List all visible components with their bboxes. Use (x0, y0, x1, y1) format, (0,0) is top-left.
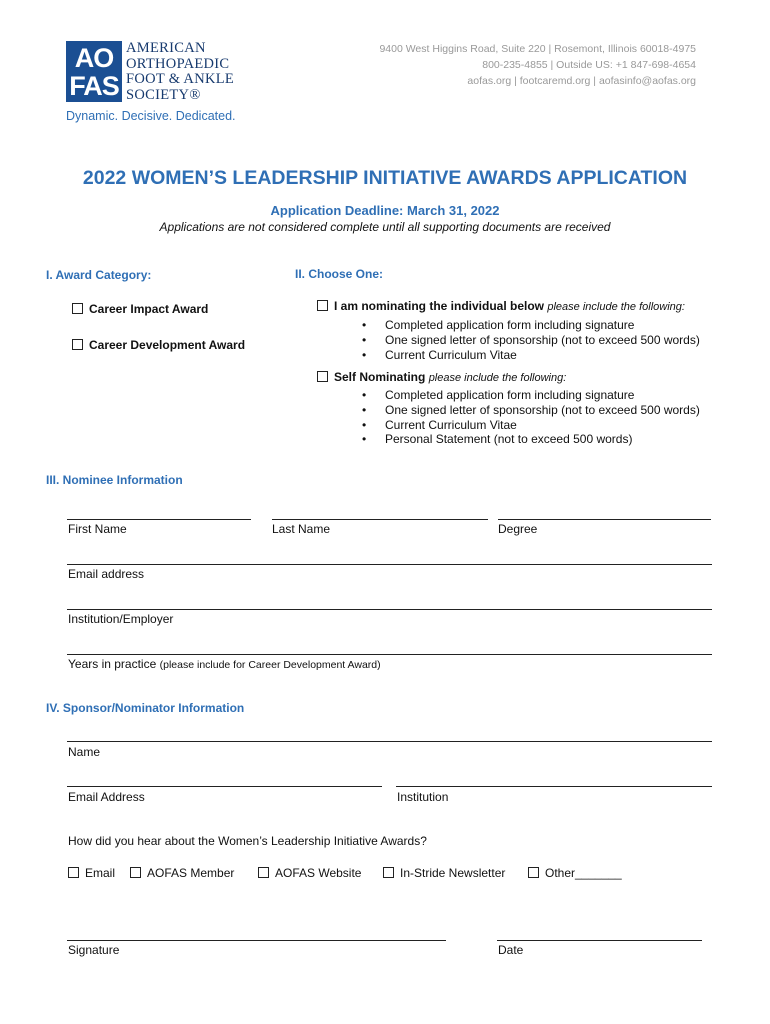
logo-letters-bottom: FAS (69, 71, 119, 101)
how-heard-question: How did you hear about the Women’s Leadership Initiative Awards? (68, 834, 427, 848)
deadline: Application Deadline: March 31, 2022 (270, 203, 500, 218)
list-item: • One signed letter of sponsorship (not to exceed 500 words) (385, 403, 700, 418)
sponsor-info-heading: IV. Sponsor/Nominator Information (46, 701, 245, 715)
sponsor-name-field[interactable] (67, 741, 712, 742)
sponsor-institution-label: Institution (397, 790, 449, 804)
source-aofas-website-option[interactable]: AOFAS Website (258, 866, 361, 880)
first-name-field[interactable] (67, 519, 251, 520)
checkbox[interactable] (383, 867, 394, 878)
tagline: Dynamic. Decisive. Dedicated. (66, 109, 236, 123)
checkbox[interactable] (72, 339, 83, 350)
nominating-requirements (385, 318, 700, 362)
career-development-option[interactable]: Career Development Award (72, 338, 245, 352)
nominating-option[interactable]: I am nominating the individual below please include the following: (317, 299, 685, 313)
source-newsletter-option[interactable]: In-Stride Newsletter (383, 866, 505, 880)
source-email-option[interactable]: Email (68, 866, 115, 880)
career-impact-option[interactable]: Career Impact Award (72, 302, 208, 316)
nominee-institution-field[interactable] (67, 609, 712, 610)
last-name-field[interactable] (272, 519, 488, 520)
degree-field[interactable] (498, 519, 711, 520)
sponsor-institution-field[interactable] (396, 786, 712, 787)
list-item: • One signed letter of sponsorship (not to exceed 500 words) (385, 333, 700, 348)
nominee-institution-label: Institution/Employer (68, 612, 174, 626)
signature-field[interactable] (67, 940, 446, 941)
org-name: AMERICAN ORTHOPAEDIC FOOT & ANKLE SOCIETY® (126, 40, 235, 103)
self-nominating-requirements (385, 388, 700, 447)
choose-one-heading: II. Choose One: (295, 267, 384, 281)
list-item: • Current Curriculum Vitae (385, 418, 700, 433)
checkbox[interactable] (130, 867, 141, 878)
checkbox[interactable] (258, 867, 269, 878)
checkbox[interactable] (72, 303, 83, 314)
sponsor-email-field[interactable] (67, 786, 382, 787)
nominee-info-heading: III. Nominee Information (46, 473, 183, 487)
checkbox[interactable] (528, 867, 539, 878)
sponsor-name-label: Name (68, 745, 101, 759)
self-nominating-option[interactable]: Self Nominating please include the following: (317, 370, 566, 384)
nominee-email-label: Email address (68, 567, 145, 581)
date-label: Date (498, 943, 524, 957)
last-name-label: Last Name (272, 522, 331, 536)
nominee-email-field[interactable] (67, 564, 712, 565)
first-name-label: First Name (68, 522, 127, 536)
list-item: • Current Curriculum Vitae (385, 348, 700, 363)
date-field[interactable] (497, 940, 702, 941)
contact-info: 9400 West Higgins Road, Suite 220 | Rosemont, Illinois 60018-4975 800-235-4855 | Outside US: +1 847-698-4654 aofas.org | footcaremd.org | aofasinfo@aofas.org (379, 43, 696, 87)
checkbox[interactable] (317, 371, 328, 382)
checkbox[interactable] (68, 867, 79, 878)
list-item: • Personal Statement (not to exceed 500 words) (385, 432, 700, 447)
page-title: 2022 WOMEN’S LEADERSHIP INITIATIVE AWARDS APPLICATION (82, 167, 688, 189)
degree-label: Degree (498, 522, 538, 536)
source-aofas-member-option[interactable]: AOFAS Member (130, 866, 234, 880)
checkbox[interactable] (317, 300, 328, 311)
years-in-practice-field[interactable] (67, 654, 712, 655)
source-other-option[interactable]: Other_______ (528, 866, 622, 880)
signature-label: Signature (68, 943, 120, 957)
list-item: • Completed application form including signature (385, 318, 700, 333)
list-item: • Completed application form including signature (385, 388, 700, 403)
completeness-note: Applications are not considered complete until all supporting documents are received (159, 220, 611, 234)
sponsor-email-label: Email Address (68, 790, 145, 804)
years-in-practice-label: Years in practice (please include for Career Development Award) (68, 657, 381, 671)
aofas-logo-mark (66, 41, 122, 102)
logo-letters-top: AO (74, 43, 114, 73)
award-category-heading: I. Award Category: (46, 268, 152, 282)
